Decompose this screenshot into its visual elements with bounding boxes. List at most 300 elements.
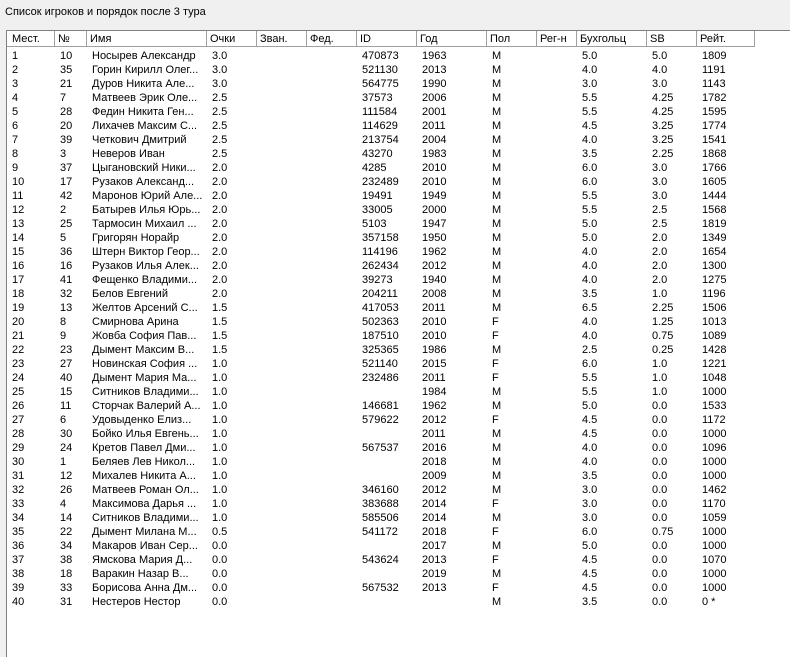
col-sb-cell: 0.0: [652, 596, 668, 608]
col-number-cell: 32: [60, 288, 73, 300]
table-row[interactable]: [7, 203, 790, 217]
standings-table[interactable]: [6, 30, 790, 657]
col-region-cell: [537, 231, 577, 245]
window-title: Список игроков и порядок после 3 тура: [5, 6, 206, 18]
col-sb-cell: 3.0: [652, 190, 668, 202]
table-row[interactable]: [7, 175, 790, 189]
table-row[interactable]: [7, 77, 790, 91]
col-id-cell: 585506: [362, 512, 399, 524]
col-id-cell: [357, 455, 417, 469]
col-number-cell: 4: [60, 498, 67, 510]
table-row[interactable]: [7, 483, 790, 497]
col-rating-cell: 1541: [702, 134, 727, 146]
table-row[interactable]: [7, 595, 790, 609]
col-buchholz-cell: 6.0: [582, 526, 598, 538]
col-rating-cell: 1000: [702, 526, 727, 538]
col-title-cell: [257, 259, 307, 273]
col-rating-cell: 1533: [702, 400, 727, 412]
col-place-cell: 16: [12, 260, 25, 272]
col-points-cell: 1.0: [212, 498, 228, 510]
col-sex-cell: M: [492, 400, 502, 412]
col-sb-cell: 1.0: [652, 288, 668, 300]
col-federation-cell: [307, 567, 357, 581]
col-rating-cell: 1170: [702, 498, 726, 510]
col-federation-cell: [307, 511, 357, 525]
col-number-cell: 14: [60, 512, 73, 524]
col-year-cell: 2011: [422, 428, 446, 440]
col-rating-cell: 1349: [702, 232, 727, 244]
col-name-cell: Дымент Максим В...: [92, 344, 195, 356]
col-sex-cell: M: [492, 120, 502, 132]
col-rating-cell: 1595: [702, 106, 727, 118]
col-federation-cell: [307, 203, 357, 217]
col-rating-cell: 1275: [702, 274, 727, 286]
table-row[interactable]: [7, 273, 790, 287]
col-name-cell: Дымент Милана М...: [92, 526, 197, 538]
col-sb-cell: 0.0: [652, 554, 668, 566]
col-sb-cell: 2.5: [652, 204, 668, 216]
table-row[interactable]: [7, 539, 790, 553]
table-row[interactable]: [7, 49, 790, 63]
col-buchholz-cell: 3.0: [582, 498, 598, 510]
col-place-cell: 39: [12, 582, 25, 594]
header-col-region[interactable]: Рег-н: [537, 31, 577, 47]
col-points-cell: 0.0: [212, 596, 228, 608]
col-title-cell: [257, 203, 307, 217]
col-id-cell: [357, 385, 417, 399]
col-name-cell: Сторчак Валерий А...: [92, 400, 201, 412]
col-federation-cell: [307, 189, 357, 203]
col-id-cell: 567532: [362, 582, 399, 594]
col-id-cell: [357, 567, 417, 581]
col-number-cell: 21: [60, 78, 73, 90]
col-rating-cell: 1196: [702, 288, 726, 300]
col-year-cell: 1963: [422, 50, 447, 62]
table-row[interactable]: [7, 427, 790, 441]
col-rating-cell: 1506: [702, 302, 727, 314]
col-rating-cell: 1654: [702, 246, 727, 258]
col-sex-cell: M: [492, 274, 502, 286]
col-name-cell: Ситников Владими...: [92, 386, 199, 398]
header-col-sex[interactable]: Пол: [487, 31, 537, 47]
col-title-cell: [257, 525, 307, 539]
col-title-cell: [257, 385, 307, 399]
col-title-cell: [257, 63, 307, 77]
col-number-cell: 25: [60, 218, 73, 230]
col-points-cell: 2.0: [212, 218, 228, 230]
col-buchholz-cell: 4.0: [582, 330, 598, 342]
col-number-cell: 28: [60, 106, 73, 118]
col-title-cell: [257, 539, 307, 553]
col-title-cell: [257, 595, 307, 609]
col-buchholz-cell: 5.5: [582, 92, 598, 104]
col-id-cell: 502363: [362, 316, 399, 328]
col-place-cell: 34: [12, 512, 25, 524]
col-year-cell: 2001: [422, 106, 447, 118]
table-row[interactable]: [7, 441, 790, 455]
col-points-cell: 3.0: [212, 78, 228, 90]
table-row[interactable]: [7, 329, 790, 343]
col-federation-cell: [307, 77, 357, 91]
col-buchholz-cell: 3.0: [582, 484, 598, 496]
col-place-cell: 14: [12, 232, 25, 244]
col-name-cell: Новинская София ...: [92, 358, 198, 370]
col-rating-cell: 1782: [702, 92, 727, 104]
col-year-cell: [417, 595, 487, 609]
col-title-cell: [257, 357, 307, 371]
col-sex-cell: F: [492, 526, 499, 538]
header-col-rating[interactable]: Рейт.: [697, 31, 755, 47]
col-name-cell: Штерн Виктор Геор...: [92, 246, 200, 258]
col-sex-cell: M: [492, 246, 502, 258]
col-id-cell: 114196: [362, 246, 398, 258]
col-points-cell: 2.0: [212, 176, 228, 188]
col-number-cell: 5: [60, 232, 67, 244]
header-col-place[interactable]: Мест.: [7, 31, 55, 47]
col-sb-cell: 2.0: [652, 246, 668, 258]
col-place-cell: 19: [12, 302, 25, 314]
col-region-cell: [537, 595, 577, 609]
table-row[interactable]: [7, 217, 790, 231]
table-row[interactable]: [7, 259, 790, 273]
col-buchholz-cell: 4.0: [582, 260, 598, 272]
col-buchholz-cell: 5.5: [582, 204, 598, 216]
col-place-cell: 33: [12, 498, 25, 510]
table-row[interactable]: [7, 91, 790, 105]
table-row[interactable]: [7, 525, 790, 539]
col-points-cell: 1.0: [212, 470, 228, 482]
col-sex-cell: M: [492, 456, 502, 468]
col-region-cell: [537, 273, 577, 287]
col-place-cell: 40: [12, 596, 25, 608]
col-name-cell: Неверов Иван: [92, 148, 165, 160]
col-buchholz-cell: 3.0: [582, 78, 598, 90]
col-place-cell: 15: [12, 246, 25, 258]
col-sb-cell: 0.0: [652, 400, 668, 412]
col-federation-cell: [307, 315, 357, 329]
col-title-cell: [257, 189, 307, 203]
table-row[interactable]: [7, 497, 790, 511]
col-year-cell: 2010: [422, 162, 447, 174]
col-region-cell: [537, 581, 577, 595]
col-id-cell: [357, 539, 417, 553]
col-region-cell: [537, 329, 577, 343]
col-year-cell: 2010: [422, 316, 447, 328]
col-id-cell: 579622: [362, 414, 399, 426]
col-buchholz-cell: 6.0: [582, 358, 598, 370]
col-buchholz-cell: 4.0: [582, 274, 598, 286]
table-row[interactable]: [7, 469, 790, 483]
col-federation-cell: [307, 441, 357, 455]
col-federation-cell: [307, 595, 357, 609]
col-points-cell: 2.0: [212, 274, 228, 286]
col-rating-cell: 1013: [702, 316, 727, 328]
table-row[interactable]: [7, 287, 790, 301]
col-region-cell: [537, 245, 577, 259]
col-buchholz-cell: 3.5: [582, 288, 598, 300]
table-row[interactable]: [7, 399, 790, 413]
col-name-cell: Тармосин Михаил ...: [92, 218, 197, 230]
col-buchholz-cell: 3.5: [582, 470, 598, 482]
col-number-cell: 38: [60, 554, 73, 566]
col-year-cell: 1990: [422, 78, 447, 90]
col-id-cell: 325365: [362, 344, 399, 356]
col-number-cell: 10: [60, 50, 73, 62]
col-buchholz-cell: 4.5: [582, 554, 598, 566]
col-number-cell: 34: [60, 540, 73, 552]
col-rating-cell: 1605: [702, 176, 727, 188]
col-id-cell: 39273: [362, 274, 393, 286]
col-region-cell: [537, 553, 577, 567]
col-region-cell: [537, 133, 577, 147]
table-row[interactable]: [7, 553, 790, 567]
col-federation-cell: [307, 343, 357, 357]
col-rating-cell: 1070: [702, 554, 727, 566]
header-col-federation[interactable]: Фед.: [307, 31, 357, 47]
col-region-cell: [537, 483, 577, 497]
col-buchholz-cell: 6.5: [582, 302, 598, 314]
col-sb-cell: 0.0: [652, 512, 668, 524]
table-row[interactable]: [7, 385, 790, 399]
col-number-cell: 8: [60, 316, 67, 328]
col-points-cell: 1.0: [212, 358, 228, 370]
col-sex-cell: M: [492, 148, 502, 160]
col-region-cell: [537, 469, 577, 483]
table-row[interactable]: [7, 567, 790, 581]
col-name-cell: Максимова Дарья ...: [92, 498, 197, 510]
col-year-cell: 2010: [422, 330, 447, 342]
table-row[interactable]: [7, 581, 790, 595]
col-title-cell: [257, 273, 307, 287]
col-place-cell: 35: [12, 526, 25, 538]
col-sex-cell: M: [492, 50, 502, 62]
col-number-cell: 1: [60, 456, 67, 468]
col-year-cell: 2017: [422, 540, 447, 552]
col-sb-cell: 2.5: [652, 218, 668, 230]
col-sb-cell: 2.25: [652, 148, 674, 160]
col-points-cell: 2.0: [212, 162, 228, 174]
col-rating-cell: 1568: [702, 204, 727, 216]
col-rating-cell: 1048: [702, 372, 727, 384]
col-id-cell: 346160: [362, 484, 399, 496]
col-title-cell: [257, 315, 307, 329]
col-number-cell: 9: [60, 330, 67, 342]
table-row[interactable]: [7, 455, 790, 469]
col-name-cell: Лихачев Максим С...: [92, 120, 198, 132]
col-year-cell: 2014: [422, 512, 447, 524]
col-sb-cell: 3.0: [652, 162, 668, 174]
col-name-cell: Рузаков Александ...: [92, 176, 195, 188]
table-row[interactable]: [7, 147, 790, 161]
table-row[interactable]: [7, 105, 790, 119]
col-name-cell: Федин Никита Ген...: [92, 106, 194, 118]
col-federation-cell: [307, 105, 357, 119]
col-sex-cell: M: [492, 512, 502, 524]
col-region-cell: [537, 511, 577, 525]
col-points-cell: 2.0: [212, 190, 228, 202]
col-title-cell: [257, 497, 307, 511]
col-rating-cell: 1868: [702, 148, 727, 160]
col-title-cell: [257, 301, 307, 315]
col-title-cell: [257, 455, 307, 469]
col-id-cell: 33005: [362, 204, 393, 216]
table-row[interactable]: [7, 343, 790, 357]
col-region-cell: [537, 441, 577, 455]
col-sex-cell: M: [492, 134, 502, 146]
col-number-cell: 27: [60, 358, 73, 370]
col-rating-cell: 1191: [702, 64, 726, 76]
col-number-cell: 20: [60, 120, 73, 132]
header-col-sb[interactable]: SB: [647, 31, 697, 47]
col-id-cell: 543624: [362, 554, 399, 566]
table-row[interactable]: [7, 315, 790, 329]
col-federation-cell: [307, 539, 357, 553]
col-points-cell: 1.5: [212, 302, 228, 314]
col-sb-cell: 4.25: [652, 92, 674, 104]
col-title-cell: [257, 553, 307, 567]
header-col-name[interactable]: Имя: [87, 31, 207, 47]
col-buchholz-cell: 3.5: [582, 148, 598, 160]
col-name-cell: Бойко Илья Евгень...: [92, 428, 199, 440]
header-col-title[interactable]: Зван.: [257, 31, 307, 47]
col-year-cell: 1986: [422, 344, 447, 356]
col-region-cell: [537, 371, 577, 385]
col-year-cell: 1962: [422, 400, 447, 412]
col-name-cell: Белов Евгений: [92, 288, 168, 300]
header-col-id[interactable]: ID: [357, 31, 417, 47]
col-federation-cell: [307, 553, 357, 567]
col-federation-cell: [307, 161, 357, 175]
col-year-cell: 1983: [422, 148, 447, 160]
table-row[interactable]: [7, 189, 790, 203]
col-number-cell: 18: [60, 568, 73, 580]
col-buchholz-cell: 6.0: [582, 162, 598, 174]
col-rating-cell: 1462: [702, 484, 727, 496]
col-place-cell: 7: [12, 134, 19, 146]
col-sb-cell: 0.0: [652, 470, 668, 482]
table-row[interactable]: [7, 161, 790, 175]
col-year-cell: 2012: [422, 260, 447, 272]
col-rating-cell: 1774: [702, 120, 727, 132]
col-id-cell: 111584: [362, 106, 398, 118]
col-number-cell: 6: [60, 414, 67, 426]
col-rating-cell: 1766: [702, 162, 727, 174]
col-region-cell: [537, 147, 577, 161]
col-federation-cell: [307, 301, 357, 315]
col-federation-cell: [307, 259, 357, 273]
col-sex-cell: M: [492, 92, 502, 104]
col-sb-cell: 1.0: [652, 386, 668, 398]
col-sb-cell: 4.0: [652, 64, 668, 76]
col-title-cell: [257, 175, 307, 189]
col-sb-cell: 4.25: [652, 106, 674, 118]
col-title-cell: [257, 287, 307, 301]
col-buchholz-cell: 4.0: [582, 316, 598, 328]
table-row[interactable]: [7, 413, 790, 427]
col-points-cell: 1.0: [212, 512, 228, 524]
col-points-cell: 2.5: [212, 92, 228, 104]
table-row[interactable]: [7, 301, 790, 315]
col-place-cell: 27: [12, 414, 25, 426]
col-points-cell: 2.5: [212, 148, 228, 160]
table-row[interactable]: [7, 119, 790, 133]
col-buchholz-cell: 4.0: [582, 442, 598, 454]
col-region-cell: [537, 91, 577, 105]
col-points-cell: 1.5: [212, 330, 228, 342]
table-row[interactable]: [7, 231, 790, 245]
col-region-cell: [537, 413, 577, 427]
col-sb-cell: 1.0: [652, 372, 668, 384]
col-name-cell: Желтов Арсений С...: [92, 302, 198, 314]
col-title-cell: [257, 371, 307, 385]
col-name-cell: Беляев Лев Никол...: [92, 456, 196, 468]
col-buchholz-cell: 5.5: [582, 372, 598, 384]
col-rating-cell: 1000: [702, 456, 727, 468]
table-row[interactable]: [7, 511, 790, 525]
table-row[interactable]: [7, 245, 790, 259]
table-row[interactable]: [7, 357, 790, 371]
col-id-cell: 37573: [362, 92, 393, 104]
col-name-cell: Горин Кирилл Олег...: [92, 64, 199, 76]
col-place-cell: 26: [12, 400, 25, 412]
header-col-year[interactable]: Год: [417, 31, 487, 47]
header-col-points[interactable]: Очки: [207, 31, 257, 47]
col-name-cell: Удовыденко Елиз...: [92, 414, 192, 426]
col-buchholz-cell: 4.0: [582, 246, 598, 258]
col-federation-cell: [307, 371, 357, 385]
col-sb-cell: 0.0: [652, 414, 668, 426]
col-rating-cell: 1000: [702, 582, 727, 594]
col-place-cell: 8: [12, 148, 19, 160]
col-place-cell: 11: [12, 190, 24, 202]
col-federation-cell: [307, 91, 357, 105]
col-id-cell: 564775: [362, 78, 399, 90]
col-sex-cell: M: [492, 232, 502, 244]
col-place-cell: 20: [12, 316, 25, 328]
col-place-cell: 2: [12, 64, 19, 76]
col-sex-cell: M: [492, 78, 502, 90]
col-rating-cell: 1000: [702, 568, 727, 580]
table-row[interactable]: [7, 63, 790, 77]
header-col-buchholz[interactable]: Бухгольц: [577, 31, 647, 47]
col-points-cell: 1.0: [212, 414, 228, 426]
col-year-cell: 2018: [422, 526, 447, 538]
header-col-number[interactable]: №: [55, 31, 87, 47]
col-federation-cell: [307, 273, 357, 287]
col-sb-cell: 0.0: [652, 456, 668, 468]
col-name-cell: Носырев Александр: [92, 50, 196, 62]
col-name-cell: Дымент Мария Ма...: [92, 372, 197, 384]
table-row[interactable]: [7, 371, 790, 385]
col-place-cell: 3: [12, 78, 19, 90]
table-header: [7, 31, 790, 48]
col-id-cell: 262434: [362, 260, 399, 272]
col-sb-cell: 1.25: [652, 316, 674, 328]
col-name-cell: Жовба София Пав...: [92, 330, 197, 342]
col-year-cell: 2011: [422, 120, 446, 132]
col-points-cell: 1.5: [212, 316, 228, 328]
col-id-cell: 43270: [362, 148, 393, 160]
table-row[interactable]: [7, 133, 790, 147]
col-id-cell: 5103: [362, 218, 387, 230]
col-name-cell: Четкович Дмитрий: [92, 134, 187, 146]
col-federation-cell: [307, 497, 357, 511]
col-region-cell: [537, 301, 577, 315]
col-buchholz-cell: 4.5: [582, 120, 598, 132]
col-buchholz-cell: 5.0: [582, 218, 598, 230]
col-rating-cell: 1000: [702, 386, 727, 398]
col-number-cell: 36: [60, 246, 73, 258]
